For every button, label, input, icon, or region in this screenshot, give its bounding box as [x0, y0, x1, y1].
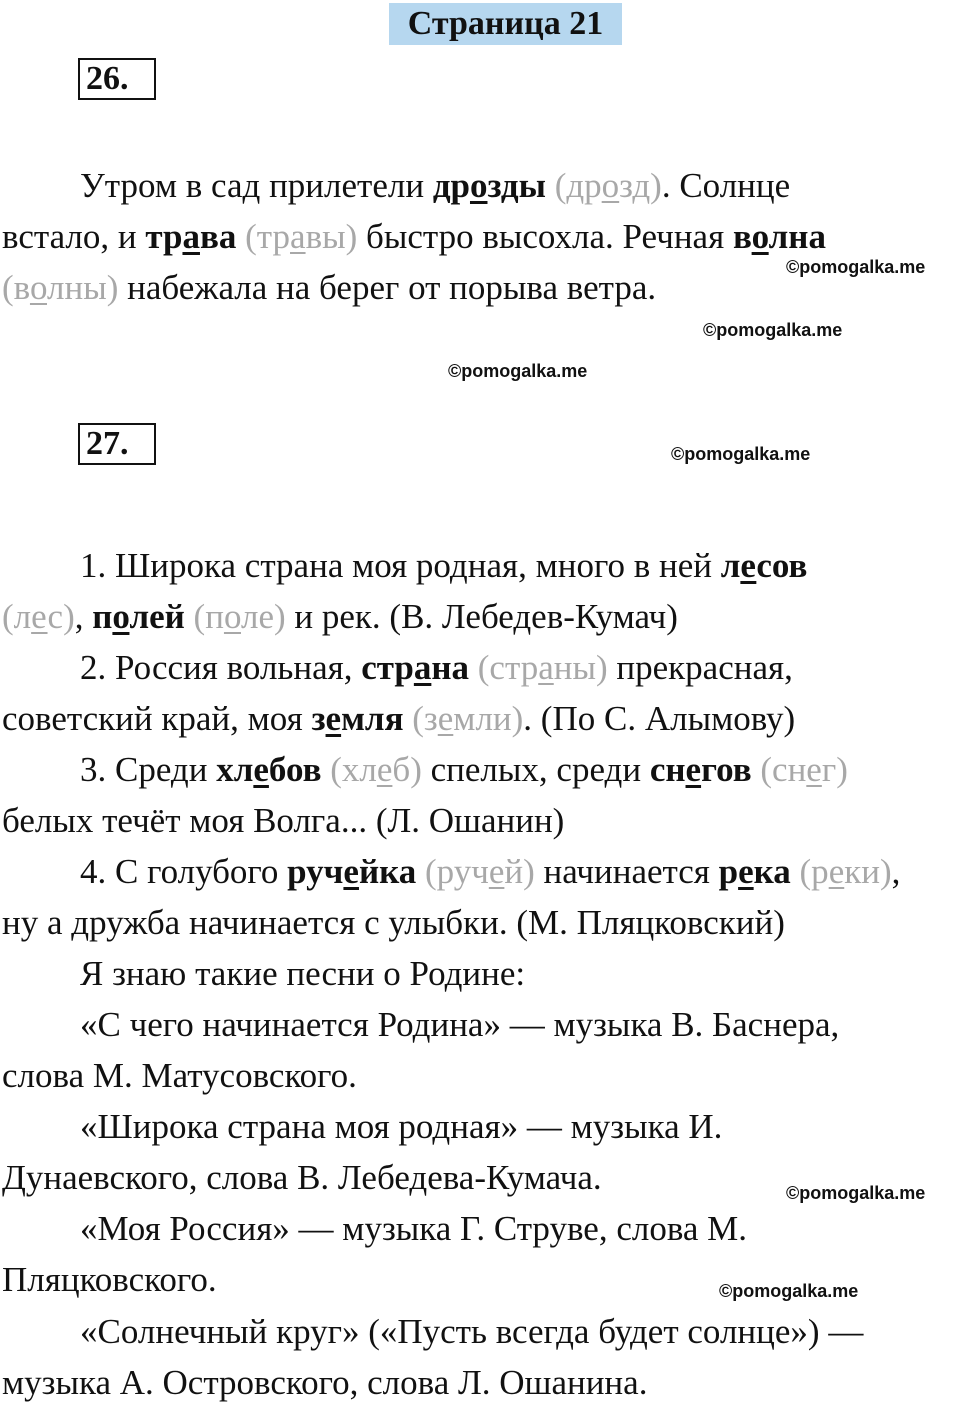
- watermark: ©pomogalka.me: [703, 320, 843, 340]
- text-line: ну а дружба начинается с улыбки. (М. Пляцковский): [2, 903, 785, 942]
- hint-word: (волны): [2, 268, 119, 307]
- text-line: встало, и трава (травы) быстро высохла. Речная волна: [2, 217, 826, 256]
- text-line: Дунаевского, слова В. Лебедева-Кумача.: [2, 1158, 602, 1197]
- hint-word: (ручей): [425, 852, 535, 891]
- text-line: (лес), полей (поле) и рек. (В. Лебедев-Кумач): [2, 597, 678, 636]
- hint-word: (дрозд): [554, 166, 662, 205]
- watermark: ©pomogalka.me: [448, 361, 588, 381]
- hint-word: (травы): [245, 217, 358, 256]
- text-line: музыка А. Островского, слова Л. Ошанина.: [2, 1363, 648, 1402]
- task-number-26: 26.: [78, 58, 156, 100]
- text-line: Утром в сад прилетели дрозды (дрозд). Солнце: [80, 166, 791, 205]
- hint-word: (снег): [760, 750, 848, 789]
- watermark: ©pomogalka.me: [786, 1183, 926, 1203]
- hint-word: (поле): [193, 597, 286, 636]
- hint-word: (хлеб): [330, 750, 422, 789]
- text-line: «С чего начинается Родина» — музыка В. Баснера,: [80, 1005, 840, 1044]
- task-number-27: 27.: [78, 423, 156, 465]
- page-title: Страница 21: [389, 3, 622, 45]
- text-line: «Широка страна моя родная» — музыка И.: [80, 1107, 723, 1146]
- watermark: ©pomogalka.me: [671, 444, 811, 464]
- text-line: советский край, моя земля (земли). (По С. Алымову): [2, 699, 796, 738]
- watermark: ©pomogalka.me: [719, 1281, 859, 1301]
- text-line: Я знаю такие песни о Родине:: [80, 954, 526, 993]
- text-line: 4. С голубого ручейка (ручей) начинается река (реки),: [80, 852, 901, 891]
- watermark: ©pomogalka.me: [786, 257, 926, 277]
- text-line: слова М. Матусовского.: [2, 1056, 357, 1095]
- hint-word: (реки): [799, 852, 892, 891]
- text-line: Пляцковского.: [2, 1260, 217, 1299]
- hint-word: (земли): [412, 699, 524, 738]
- text-line: 2. Россия вольная, страна (страны) прекрасная,: [80, 648, 793, 687]
- text-line: белых течёт моя Волга... (Л. Ошанин): [2, 801, 565, 840]
- text-line: 3. Среди хлебов (хлеб) спелых, среди снегов (снег): [80, 750, 848, 789]
- hint-word: (лес): [2, 597, 75, 636]
- text-line: 1. Широка страна моя родная, много в ней лесов: [80, 546, 808, 585]
- hint-word: (страны): [477, 648, 608, 687]
- text-line: «Солнечный круг» («Пусть всегда будет солнце») —: [80, 1312, 864, 1351]
- text-line: «Моя Россия» — музыка Г. Струве, слова М.: [80, 1209, 748, 1248]
- text-line: (волны) набежала на берег от порыва ветра.: [2, 268, 657, 307]
